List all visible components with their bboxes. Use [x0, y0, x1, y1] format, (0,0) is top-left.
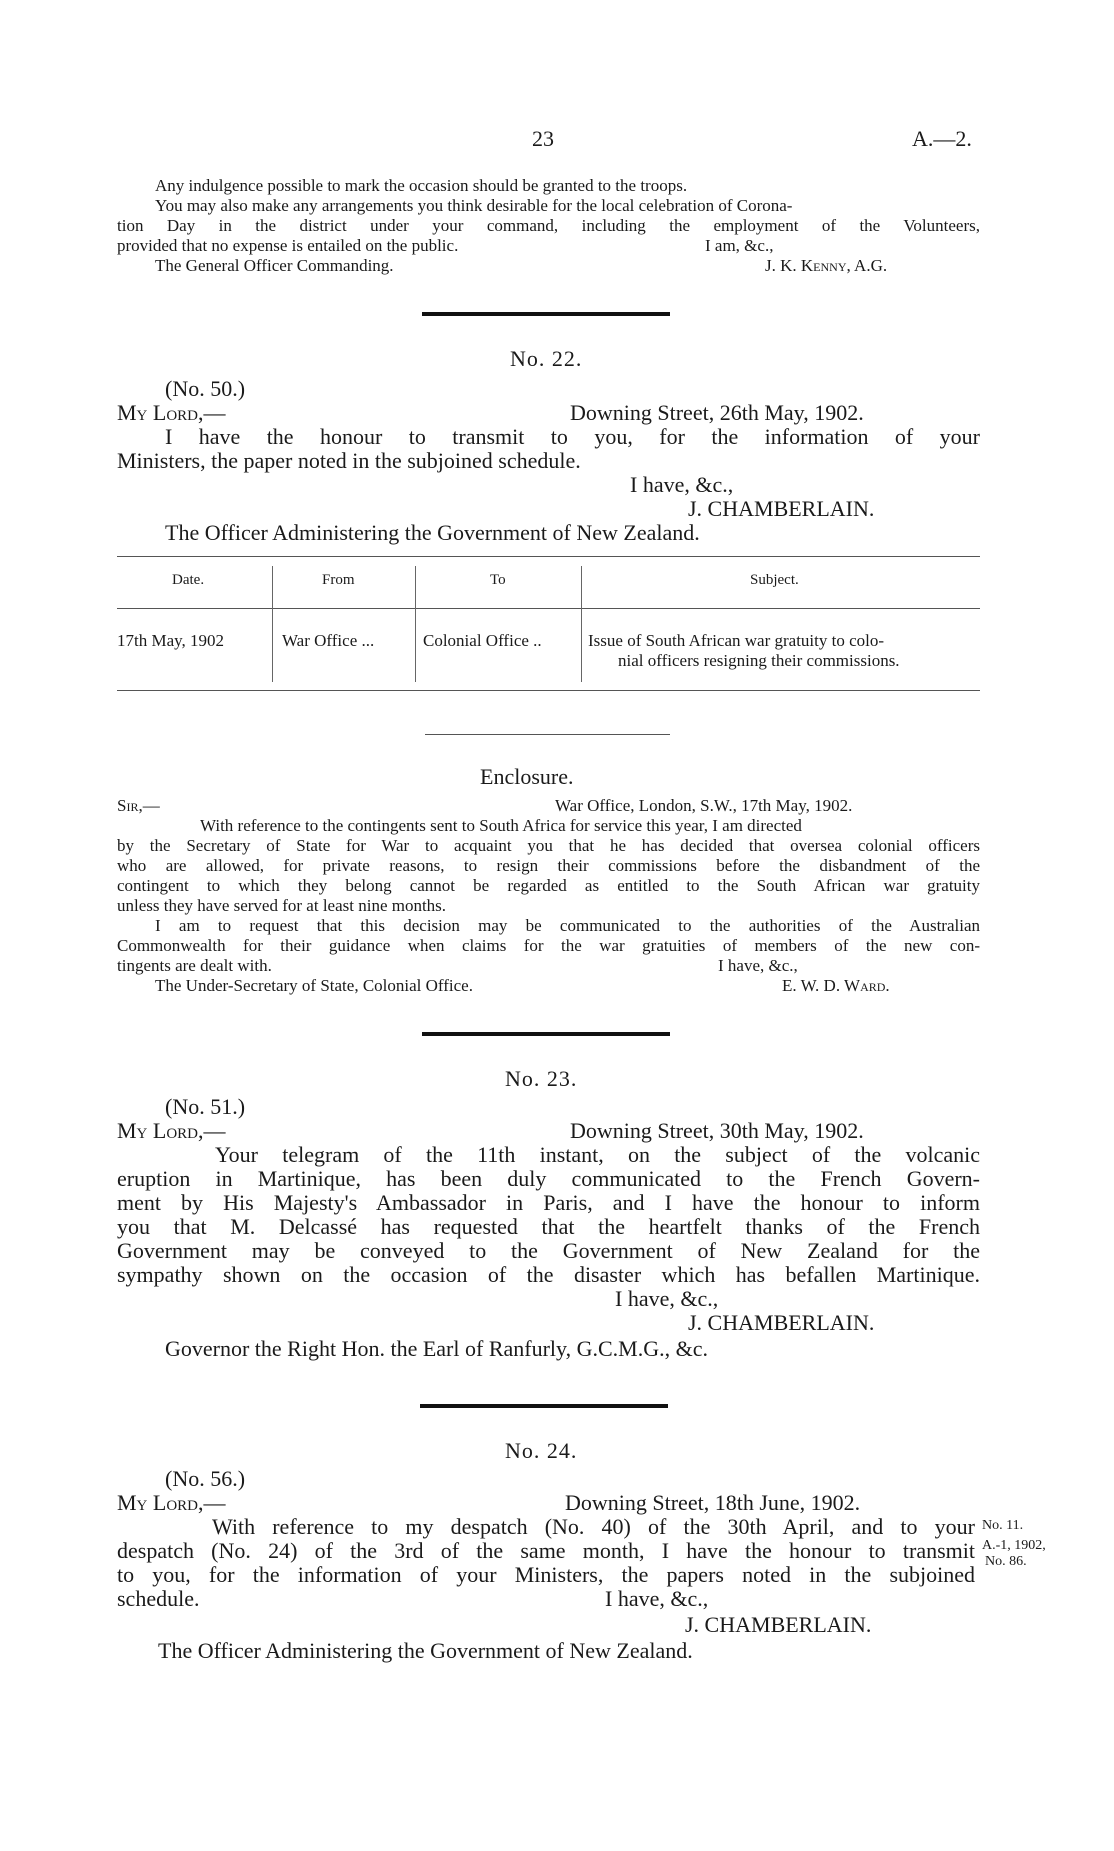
schedule-column-divider [581, 566, 582, 682]
no23-despatch-number: (No. 51.) [165, 1094, 246, 1119]
no23-body-line-2: eruption in Martinique, has been duly communicated to the French Govern- [117, 1166, 980, 1191]
intro-signature: J. K. Kenny, A.G. [765, 256, 888, 275]
schedule-header-from: From [322, 572, 355, 588]
section-divider [422, 1032, 670, 1036]
enclosure-body-line-6: I am to request that this decision may be communicated to the authorities of the Australian [155, 916, 980, 935]
page-number: 23 [532, 126, 554, 151]
intro-addressee: The General Officer Commanding. [155, 256, 394, 275]
section-divider [420, 1404, 668, 1408]
no23-addressee: Governor the Right Hon. the Earl of Ranfurly, G.C.M.G., &c. [165, 1336, 708, 1361]
no22-body-line-1: I have the honour to transmit to you, for the information of your [165, 424, 980, 449]
enclosure-body-line-3: who are allowed, for private reasons, to resign their commissions before the disbandment of the [117, 856, 980, 875]
enclosure-body-line-5: unless they have served for at least nine months. [117, 896, 447, 915]
intro-line-3: tion Day in the district under your command, including the employment of the Volunteers, [117, 216, 980, 235]
no24-despatch-number: (No. 56.) [165, 1466, 246, 1491]
schedule-cell-from: War Office ... [282, 631, 375, 650]
no24-body-line-4: schedule. [117, 1586, 200, 1611]
no24-body-line-3: to you, for the information of your Ministers, the papers noted in the subjoined [117, 1562, 975, 1587]
schedule-column-divider [272, 566, 273, 682]
section-divider [422, 312, 670, 316]
schedule-top-rule [117, 556, 980, 557]
no24-signature: J. CHAMBERLAIN. [685, 1612, 872, 1637]
intro-line-4: provided that no expense is entailed on the public. [117, 236, 459, 255]
document-reference: A.—2. [912, 126, 972, 151]
margin-note: No. 86. [985, 1554, 1027, 1569]
no23-body-line-5: Government may be conveyed to the Government of New Zealand for the [117, 1238, 980, 1263]
schedule-cell-subject-1: Issue of South African war gratuity to colo- [588, 631, 885, 650]
enclosure-body-line-7: Commonwealth for their guidance when claims for the war gratuities of members of the new con- [117, 936, 980, 955]
no24-body-line-2: despatch (No. 24) of the 3rd of the same month, I have the honour to transmit [117, 1538, 975, 1563]
no22-heading: No. 22. [510, 346, 583, 371]
intro-line-2: You may also make any arrangements you think desirable for the local celebration of Corona- [155, 196, 793, 215]
schedule-header-rule [117, 608, 980, 609]
no23-place-date: Downing Street, 30th May, 1902. [570, 1118, 864, 1143]
schedule-header-to: To [490, 572, 506, 588]
no22-despatch-number: (No. 50.) [165, 376, 246, 401]
no23-heading: No. 23. [505, 1066, 578, 1091]
no22-addressee: The Officer Administering the Government of New Zealand. [165, 520, 700, 545]
schedule-bottom-rule [117, 690, 980, 691]
enclosure-closing: I have, &c., [718, 956, 798, 975]
enclosure-body-line-2: by the Secretary of State for War to acquaint you that he has decided that oversea colonial officers [117, 836, 980, 855]
no22-place-date: Downing Street, 26th May, 1902. [570, 400, 864, 425]
no23-signature: J. CHAMBERLAIN. [688, 1310, 875, 1335]
margin-note: No. 11. [982, 1518, 1024, 1533]
enclosure-body-line-4: contingent to which they belong cannot be regarded as entitled to the South African war gratuity [117, 876, 980, 895]
no22-signature: J. CHAMBERLAIN. [688, 496, 875, 521]
intro-line-1: Any indulgence possible to mark the occasion should be granted to the troops. [155, 176, 688, 195]
schedule-header-date: Date. [172, 572, 205, 588]
schedule-column-divider [415, 566, 416, 682]
no24-salutation: My Lord,— [117, 1490, 226, 1515]
enclosure-body-line-8: tingents are dealt with. [117, 956, 272, 975]
intro-closing: I am, &c., [705, 236, 774, 255]
no24-heading: No. 24. [505, 1438, 578, 1463]
no23-body-line-4: you that M. Delcassé has requested that the heartfelt thanks of the French [117, 1214, 980, 1239]
no23-closing: I have, &c., [615, 1286, 719, 1311]
no23-body-line-6: sympathy shown on the occasion of the disaster which has befallen Martinique. [117, 1262, 980, 1287]
schedule-header-subject: Subject. [750, 572, 799, 588]
no24-addressee: The Officer Administering the Government of New Zealand. [158, 1638, 693, 1663]
no23-salutation: My Lord,— [117, 1118, 226, 1143]
margin-note: A.-1, 1902, [982, 1538, 1046, 1553]
no24-body-line-1: With reference to my despatch (No. 40) of the 30th April, and to your [212, 1514, 975, 1539]
no22-closing: I have, &c., [630, 472, 734, 497]
enclosure-heading: Enclosure. [480, 764, 574, 789]
schedule-cell-date: 17th May, 1902 [117, 631, 225, 650]
schedule-cell-to: Colonial Office .. [423, 631, 542, 650]
enclosure-body-line-1: With reference to the contingents sent to South Africa for service this year, I am directed [200, 816, 802, 835]
no22-salutation: My Lord,— [117, 400, 226, 425]
enclosure-place-date: War Office, London, S.W., 17th May, 1902. [555, 796, 853, 815]
no23-body-line-1: Your telegram of the 11th instant, on the subject of the volcanic [215, 1142, 980, 1167]
no23-body-line-3: ment by His Majesty's Ambassador in Paris, and I have the honour to inform [117, 1190, 980, 1215]
enclosure-addressee: The Under-Secretary of State, Colonial Office. [155, 976, 473, 995]
enclosure-divider [425, 734, 670, 735]
schedule-cell-subject-2: nial officers resigning their commissions. [618, 651, 900, 670]
no22-body-line-2: Ministers, the paper noted in the subjoined schedule. [117, 448, 581, 473]
no24-closing: I have, &c., [605, 1586, 709, 1611]
enclosure-signature: E. W. D. Ward. [782, 976, 890, 995]
no24-place-date: Downing Street, 18th June, 1902. [565, 1490, 861, 1515]
enclosure-salutation: Sir,— [117, 796, 160, 815]
